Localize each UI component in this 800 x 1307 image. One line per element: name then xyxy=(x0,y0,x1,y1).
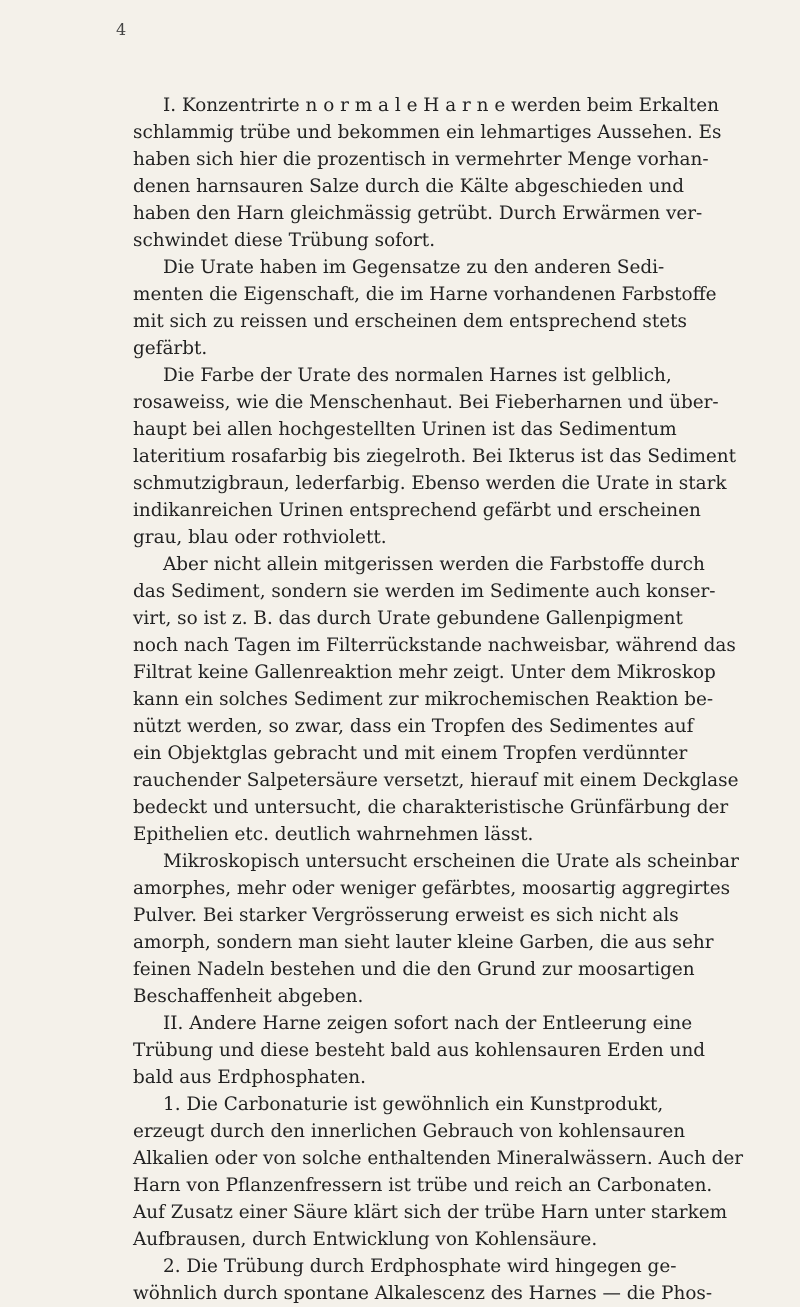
text-line: Auf Zusatz einer Säure klärt sich der trübe Harn unter starkem xyxy=(133,1202,728,1223)
text-line: lateritium rosafarbig bis ziegelroth. Bei Ikterus ist das Sediment xyxy=(133,446,737,467)
text-line: erzeugt durch den innerlichen Gebrauch von kohlensauren xyxy=(133,1121,686,1142)
text-line: Die Urate haben im Gegensatze zu den anderen Sedi- xyxy=(163,257,665,278)
text-line: indikanreichen Urinen entsprechend gefärbt und erscheinen xyxy=(133,500,701,521)
text-line: Aber nicht allein mitgerissen werden die Farbstoffe durch xyxy=(163,554,705,575)
text-line: amorphes, mehr oder weniger gefärbtes, moosartig aggregirtes xyxy=(133,878,731,899)
text-line: menten die Eigenschaft, die im Harne vorhandenen Farbstoffe xyxy=(133,284,717,305)
text-line: Epithelien etc. deutlich wahrnehmen lässt. xyxy=(133,824,534,845)
text-line: haupt bei allen hochgestellten Urinen ist das Sedimentum xyxy=(133,419,677,440)
text-line: Die Farbe der Urate des normalen Harnes ist gelblich, xyxy=(163,365,672,386)
text-line: das Sediment, sondern sie werden im Sedimente auch konser- xyxy=(133,581,716,602)
text-line: schlammig trübe und bekommen ein lehmartiges Aussehen. Es xyxy=(133,122,722,143)
text-line: schwindet diese Trübung sofort. xyxy=(133,230,436,251)
text-line: wöhnlich durch spontane Alkalescenz des Harnes — die Phos- xyxy=(133,1283,713,1304)
text-line: kann ein solches Sediment zur mikrochemischen Reaktion be- xyxy=(133,689,714,710)
text-line: nützt werden, so zwar, dass ein Tropfen des Sedimentes auf xyxy=(133,716,694,737)
text-line: amorph, sondern man sieht lauter kleine Garben, die aus sehr xyxy=(133,932,714,953)
text-line: gefärbt. xyxy=(133,338,208,359)
text-line: Alkalien oder von solche enthaltenden Mineralwässern. Auch der xyxy=(133,1148,744,1169)
text-line: noch nach Tagen im Filterrückstande nachweisbar, während das xyxy=(133,635,736,656)
text-line: Trübung und diese besteht bald aus kohlensauren Erden und xyxy=(133,1040,706,1061)
text-line: feinen Nadeln bestehen und die den Grund zur moosartigen xyxy=(133,959,695,980)
text-line: Mikroskopisch untersucht erscheinen die Urate als scheinbar xyxy=(163,851,739,872)
text-line: schmutzigbraun, lederfarbig. Ebenso werden die Urate in stark xyxy=(133,473,727,494)
text-line: 1. Die Carbonaturie ist gewöhnlich ein Kunstprodukt, xyxy=(163,1094,664,1115)
page-number: 4 xyxy=(116,20,127,39)
text-line: Pulver. Bei starker Vergrösserung erweist es sich nicht als xyxy=(133,905,679,926)
text-line: haben den Harn gleichmässig getrübt. Durch Erwärmen ver- xyxy=(133,203,703,224)
text-line: ein Objektglas gebracht und mit einem Tropfen verdünnter xyxy=(133,743,688,764)
text-line: bald aus Erdphosphaten. xyxy=(133,1067,366,1088)
text-line: mit sich zu reissen und erscheinen dem entsprechend stets xyxy=(133,311,687,332)
text-line: rauchender Salpetersäure versetzt, hierauf mit einem Deckglase xyxy=(133,770,739,791)
body-text xyxy=(133,92,744,1307)
text-line: 2. Die Trübung durch Erdphosphate wird hingegen ge- xyxy=(163,1256,677,1277)
text-line: Aufbrausen, durch Entwicklung von Kohlensäure. xyxy=(133,1229,598,1250)
text-line: rosaweiss, wie die Menschenhaut. Bei Fieberharnen und über- xyxy=(133,392,719,413)
text-line: grau, blau oder rothviolett. xyxy=(133,527,387,548)
text-line: virt, so ist z. B. das durch Urate gebundene Gallenpigment xyxy=(133,608,683,629)
text-line: denen harnsauren Salze durch die Kälte abgeschieden und xyxy=(133,176,685,197)
text-line: bedeckt und untersucht, die charakteristische Grünfärbung der xyxy=(133,797,729,818)
text-line: II. Andere Harne zeigen sofort nach der Entleerung eine xyxy=(163,1013,693,1034)
text-line: Filtrat keine Gallenreaktion mehr zeigt. Unter dem Mikroskop xyxy=(133,662,716,683)
text-line: Harn von Pflanzenfressern ist trübe und reich an Carbonaten. xyxy=(133,1175,713,1196)
text-line: haben sich hier die prozentisch in vermehrter Menge vorhan- xyxy=(133,149,709,170)
text-line: I. Konzentrirte n o r m a l e H a r n e werden beim Erkalten xyxy=(163,95,719,116)
text-line: Beschaffenheit abgeben. xyxy=(133,986,364,1007)
